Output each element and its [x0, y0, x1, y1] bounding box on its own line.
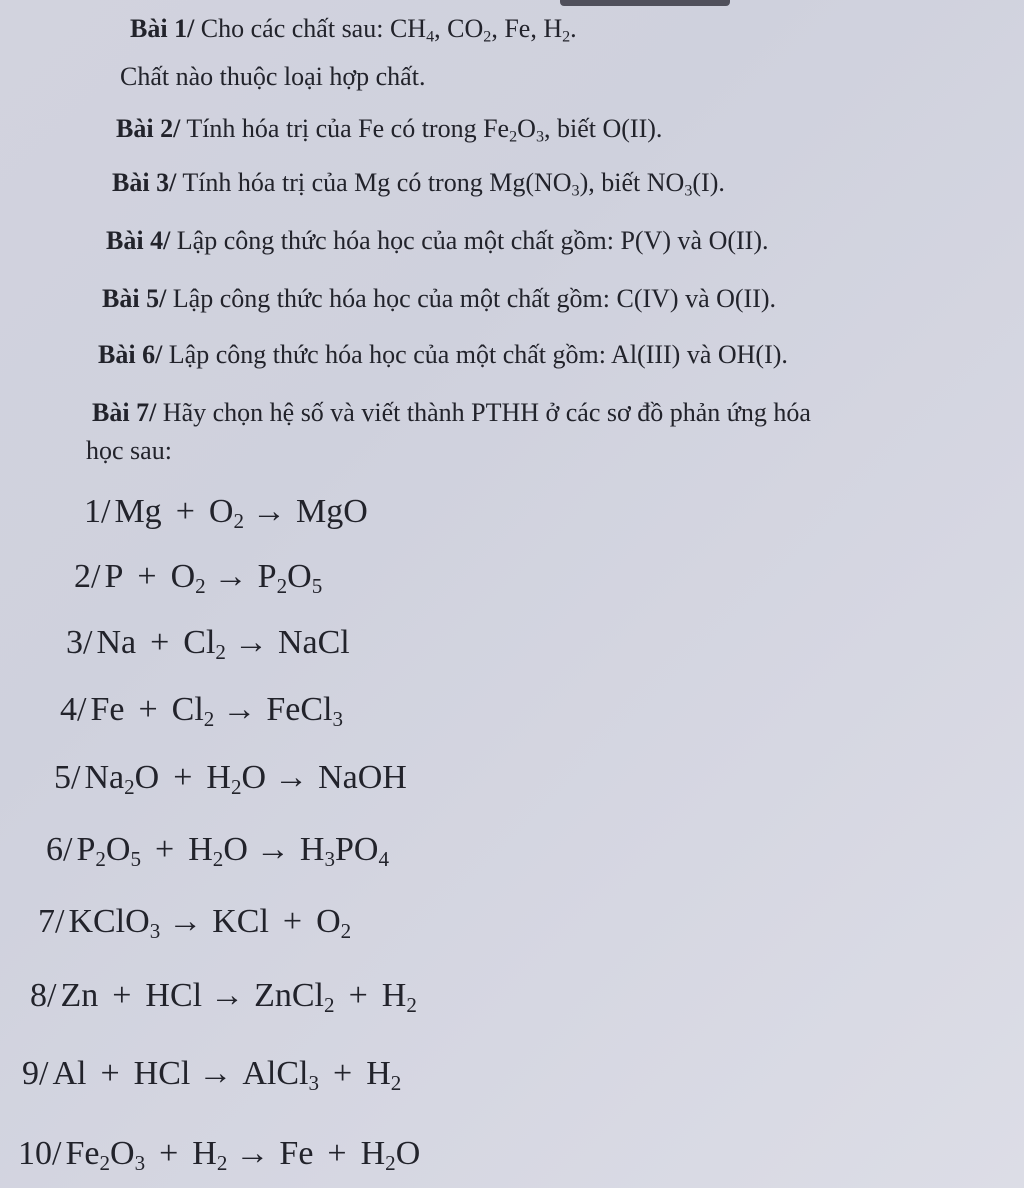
exercise-6-text: Lập công thức hóa học của một chất gồm: Al(III) và OH(I). — [168, 340, 788, 369]
exercise-3-text: Tính hóa trị của Mg có trong — [182, 168, 483, 197]
equation-4 — [60, 690, 343, 730]
product-formula: NaCl — [277, 624, 350, 661]
equation-number: 1/ — [84, 493, 111, 530]
exercise-3-label: Bài 3/ — [112, 168, 177, 197]
exercise-6-label: Bài 6/ — [98, 340, 163, 369]
product-formula: KCl — [212, 903, 269, 940]
equation-8 — [30, 976, 417, 1016]
exercise-2-text: Tính hóa trị của Fe có trong — [186, 114, 477, 143]
product-formula: Fe — [279, 1135, 314, 1172]
equation-10 — [18, 1134, 420, 1174]
exercise-7-text: Hãy chọn hệ số và viết thành PTHH ở các sơ đồ phản ứng hóa — [162, 398, 811, 427]
reaction-arrow-icon: → — [235, 1135, 270, 1172]
exercise-4-label: Bài 4/ — [106, 226, 171, 255]
exercise-5-label: Bài 5/ — [102, 284, 167, 313]
product-formula: NaOH — [318, 759, 407, 796]
exercise-7-line-2: học sau: — [86, 436, 172, 465]
equation-5 — [54, 758, 407, 798]
reactant-formula: Mg — [114, 493, 162, 530]
product-formula: $H_2$ — [381, 977, 417, 1017]
equation-2 — [74, 557, 322, 597]
top-edge-shadow — [560, 0, 730, 6]
plus-sign: + — [100, 1055, 120, 1092]
reactant-formula: Zn — [60, 977, 99, 1014]
equation-7 — [38, 902, 351, 942]
reactant-formula: $Na_2O$ — [84, 759, 160, 799]
product-formula: $H_2$ — [366, 1055, 402, 1095]
reaction-arrow-icon: → — [274, 759, 309, 796]
equation-number: 2/ — [74, 558, 101, 595]
exercise-3 — [112, 168, 725, 198]
exercise-2-label: Bài 2/ — [116, 114, 181, 143]
reaction-arrow-icon: → — [168, 903, 203, 940]
exercise-5-text: Lập công thức hóa học của một chất gồm: C(IV) và O(II). — [172, 284, 777, 313]
exercise-1-line-2: Chất nào thuộc loại hợp chất. — [120, 62, 426, 91]
plus-sign: + — [327, 1135, 347, 1172]
equation-number: 7/ — [38, 903, 65, 940]
plus-sign: + — [282, 903, 303, 940]
reactant-formula: $H_2$ — [192, 1135, 228, 1175]
product-formula: $O_2$ — [316, 903, 352, 943]
product-formula: MgO — [295, 493, 368, 530]
reactant-formula: HCl — [145, 977, 203, 1014]
plus-sign: + — [137, 558, 157, 595]
reactant-formula: $H_2O$ — [206, 759, 267, 799]
product-formula: $P_2O_5$ — [257, 558, 323, 598]
equation-number: 10/ — [18, 1135, 62, 1172]
exercise-7-line-1 — [92, 398, 811, 428]
exercise-2 — [116, 114, 662, 144]
product-formula: FeCl$_3$ — [266, 691, 343, 731]
plus-sign: + — [155, 831, 175, 868]
equation-1 — [84, 492, 368, 532]
equation-9 — [22, 1054, 401, 1094]
plus-sign: + — [175, 493, 195, 530]
exercise-3-formula: $Mg(NO_3)$, biết $NO_3(I)$. — [489, 168, 725, 200]
reaction-arrow-icon: → — [233, 624, 268, 661]
equation-number: 5/ — [54, 759, 81, 796]
equation-3 — [66, 623, 350, 663]
exercise-4-text: Lập công thức hóa học của một chất gồm: P(V) và O(II). — [176, 226, 769, 255]
reactant-formula: $Fe_2O_3$ — [65, 1135, 146, 1175]
reactant-formula: $O_2$ — [170, 558, 206, 598]
plus-sign: + — [173, 759, 193, 796]
reactant-formula: Al — [52, 1055, 87, 1092]
exercise-2-formula: $Fe_2O_3$, biết O(II). — [483, 114, 663, 146]
exercise-5 — [102, 284, 776, 314]
plus-sign: + — [138, 691, 158, 728]
exercise-7-label: Bài 7/ — [92, 398, 157, 427]
exercise-6 — [98, 340, 788, 370]
reaction-arrow-icon: → — [255, 831, 290, 868]
equation-number: 6/ — [46, 831, 73, 868]
reactant-formula: $Cl_2$ — [183, 624, 226, 664]
equation-number: 9/ — [22, 1055, 49, 1092]
reactant-formula: $O_2$ — [208, 493, 244, 533]
equation-number: 3/ — [66, 624, 93, 661]
plus-sign: + — [348, 977, 368, 1014]
product-formula: ZnCl$_2$ — [254, 977, 335, 1017]
exercise-1-text: Cho các chất sau: — [200, 14, 384, 43]
exercise-1-line-1 — [130, 14, 577, 44]
plus-sign: + — [112, 977, 132, 1014]
product-formula: AlCl$_3$ — [242, 1055, 319, 1095]
product-formula: $H_3PO_4$ — [299, 831, 390, 871]
reactant-formula: $H_2O$ — [188, 831, 248, 871]
reactant-formula: HCl — [133, 1055, 191, 1092]
reaction-arrow-icon: → — [213, 558, 248, 595]
equation-number: 4/ — [60, 691, 87, 728]
reaction-arrow-icon: → — [210, 977, 245, 1014]
plus-sign: + — [159, 1135, 179, 1172]
equation-6 — [46, 830, 389, 870]
reactant-formula: $Cl_2$ — [171, 691, 215, 731]
reaction-arrow-icon: → — [251, 493, 286, 530]
plus-sign: + — [333, 1055, 353, 1092]
reactant-formula: $P_2O_5$ — [76, 831, 142, 871]
exercise-1-formulas: $CH_4$, $CO_2$, Fe, $H_2$. — [389, 14, 577, 46]
reaction-arrow-icon: → — [198, 1055, 233, 1092]
reactant-formula: Fe — [90, 691, 125, 728]
product-formula: $H_2O$ — [360, 1135, 421, 1175]
exercise-4 — [106, 226, 768, 256]
reactant-formula: Na — [96, 624, 137, 661]
equation-number: 8/ — [30, 977, 57, 1014]
reactant-formula: P — [104, 558, 124, 595]
reactant-formula: KClO$_3$ — [68, 903, 161, 943]
plus-sign: + — [150, 624, 170, 661]
exercise-1-label: Bài 1/ — [130, 14, 195, 43]
reaction-arrow-icon: → — [222, 691, 257, 728]
